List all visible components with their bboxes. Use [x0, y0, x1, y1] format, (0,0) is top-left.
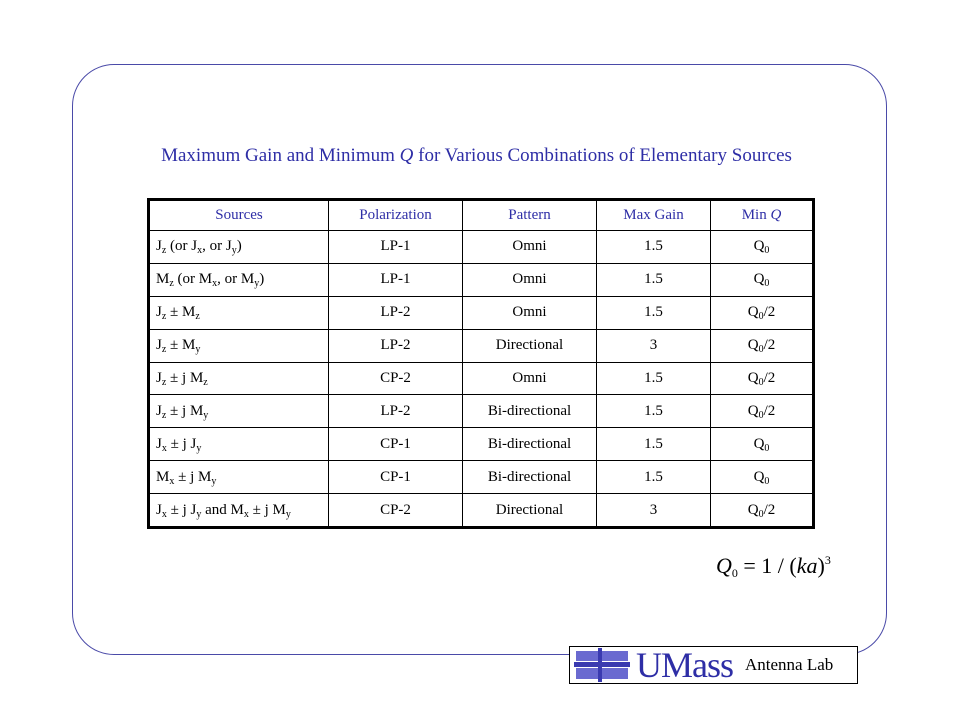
cell-max-gain: 1.5: [597, 428, 711, 461]
subscript: x: [243, 508, 249, 520]
cell-max-gain: 1.5: [597, 362, 711, 395]
text-run: ± j M: [248, 501, 286, 518]
subscript: z: [169, 278, 174, 290]
cell-pattern: Directional: [463, 494, 597, 528]
header-min-q-symbol: Q: [770, 207, 782, 223]
cell-max-gain: 1.5: [597, 296, 711, 329]
text-run: J: [156, 435, 162, 452]
subscript: 0: [764, 442, 770, 454]
cell-max-gain: 1.5: [597, 461, 711, 494]
cell-source: [149, 428, 329, 461]
subscript: y: [196, 508, 202, 520]
header-sources: Sources: [149, 200, 329, 231]
text-run: Q: [753, 435, 765, 452]
umass-antenna-lab-logo: [569, 646, 858, 684]
header-min-q: [711, 200, 814, 231]
title-q: Q: [399, 145, 414, 166]
cell-polarization: CP-2: [329, 362, 463, 395]
subscript: x: [212, 278, 218, 290]
text-run: /2: [763, 501, 776, 518]
text-run: Q: [747, 402, 759, 419]
text-run: ): [259, 271, 265, 288]
sources-table: [147, 198, 815, 529]
text-run: M: [156, 468, 170, 485]
subscript: y: [254, 278, 260, 290]
formula-ka: ka: [796, 553, 818, 578]
table-row: [149, 296, 814, 329]
cell-pattern: Omni: [463, 296, 597, 329]
text-run: J: [156, 369, 162, 386]
text-run: /2: [763, 369, 776, 386]
cell-polarization: CP-1: [329, 428, 463, 461]
cell-max-gain: 1.5: [597, 231, 711, 264]
cell-pattern: Directional: [463, 329, 597, 362]
text-run: J: [156, 402, 162, 419]
table-row: [149, 329, 814, 362]
text-run: J: [156, 304, 162, 321]
formula-q: Q: [716, 553, 732, 578]
cell-polarization: LP-1: [329, 231, 463, 264]
cell-min-q: [711, 428, 814, 461]
subscript: z: [161, 344, 167, 356]
table-row: [149, 263, 814, 296]
subscript: 0: [758, 376, 764, 388]
text-run: /2: [763, 304, 776, 321]
subscript: 0: [758, 311, 764, 323]
subscript: z: [195, 311, 200, 323]
cell-pattern: Bi-directional: [463, 395, 597, 428]
cell-polarization: LP-2: [329, 329, 463, 362]
text-run: ± M: [166, 304, 196, 321]
table-row: [149, 428, 814, 461]
text-run: Q: [747, 369, 759, 386]
cell-min-q: [711, 494, 814, 528]
subscript: z: [203, 376, 208, 388]
text-run: M: [156, 271, 170, 288]
cell-min-q: [711, 395, 814, 428]
header-max-gain: Max Gain: [597, 200, 711, 231]
subscript: z: [161, 245, 167, 257]
cell-polarization: CP-1: [329, 461, 463, 494]
subscript: x: [169, 475, 175, 487]
subscript: y: [196, 442, 202, 454]
cell-min-q: [711, 362, 814, 395]
cell-max-gain: 1.5: [597, 263, 711, 296]
cell-source: [149, 461, 329, 494]
formula-power: 3: [824, 553, 831, 567]
header-pattern: Pattern: [463, 200, 597, 231]
subscript: 0: [764, 245, 770, 257]
text-run: ± j M: [174, 468, 212, 485]
subscript: 0: [758, 344, 764, 356]
text-run: (or M: [173, 271, 213, 288]
logo-word: UMass: [636, 645, 734, 685]
text-run: Q: [747, 501, 759, 518]
text-run: J: [156, 238, 162, 255]
cell-source: [149, 329, 329, 362]
table-row: [149, 362, 814, 395]
cell-source: [149, 231, 329, 264]
cell-polarization: LP-2: [329, 395, 463, 428]
formula-close: ): [817, 553, 825, 578]
subscript: x: [161, 442, 167, 454]
cell-min-q: [711, 231, 814, 264]
cell-source: [149, 494, 329, 528]
table-row: [149, 395, 814, 428]
subscript: x: [197, 245, 203, 257]
subscript: 0: [764, 475, 770, 487]
subscript: y: [211, 475, 217, 487]
text-run: /2: [763, 402, 776, 419]
text-run: Q: [753, 238, 765, 255]
cell-source: [149, 362, 329, 395]
cell-pattern: Bi-directional: [463, 461, 597, 494]
q0-formula: [716, 553, 831, 579]
header-min-q-label: Min: [741, 207, 771, 223]
subscript: 0: [758, 409, 764, 421]
cell-pattern: Omni: [463, 231, 597, 264]
cell-pattern: Omni: [463, 362, 597, 395]
text-run: J: [156, 337, 162, 354]
cell-max-gain: 3: [597, 494, 711, 528]
subscript: x: [161, 508, 167, 520]
subscript: z: [161, 311, 167, 323]
table-body: [149, 231, 814, 528]
subscript: z: [161, 409, 167, 421]
cell-polarization: CP-2: [329, 494, 463, 528]
title-text: Maximum Gain and Minimum: [161, 145, 400, 166]
text-run: , or J: [202, 238, 232, 255]
cell-min-q: [711, 329, 814, 362]
formula-q-sub: 0: [731, 566, 738, 580]
subscript: y: [231, 245, 237, 257]
cell-polarization: LP-1: [329, 263, 463, 296]
text-run: and M: [201, 501, 244, 518]
formula-middle: = 1 / (: [737, 553, 797, 578]
cell-min-q: [711, 296, 814, 329]
text-run: Q: [753, 271, 765, 288]
cell-source: [149, 296, 329, 329]
header-polarization: Polarization: [329, 200, 463, 231]
cell-max-gain: 1.5: [597, 395, 711, 428]
cell-min-q: [711, 461, 814, 494]
text-run: Q: [747, 304, 759, 321]
title-text-suffix: for Various Combinations of Elementary Sources: [413, 145, 792, 166]
text-run: J: [156, 501, 162, 518]
text-run: ): [236, 238, 242, 255]
text-run: ± j J: [166, 501, 197, 518]
text-run: Q: [747, 337, 759, 354]
cell-source: [149, 395, 329, 428]
text-run: (or J: [166, 238, 198, 255]
subscript: 0: [764, 278, 770, 290]
umass-logo-icon: [574, 648, 630, 682]
cell-pattern: Omni: [463, 263, 597, 296]
slide-title: [0, 145, 953, 167]
text-run: Q: [753, 468, 765, 485]
text-run: /2: [763, 337, 776, 354]
logo-subtitle: Antenna Lab: [745, 655, 834, 674]
table-row: [149, 231, 814, 264]
cell-source: [149, 263, 329, 296]
cell-max-gain: 3: [597, 329, 711, 362]
text-run: ± j M: [166, 402, 204, 419]
cell-polarization: LP-2: [329, 296, 463, 329]
subscript: y: [203, 409, 209, 421]
text-run: ± j M: [166, 369, 204, 386]
subscript: y: [195, 344, 201, 356]
table-header-row: [149, 200, 814, 231]
text-run: ± M: [166, 337, 196, 354]
text-run: ± j J: [166, 435, 197, 452]
table-row: [149, 494, 814, 528]
text-run: , or M: [217, 271, 255, 288]
subscript: z: [161, 376, 167, 388]
cell-pattern: Bi-directional: [463, 428, 597, 461]
subscript: 0: [758, 508, 764, 520]
cell-min-q: [711, 263, 814, 296]
table-row: [149, 461, 814, 494]
subscript: y: [285, 508, 291, 520]
